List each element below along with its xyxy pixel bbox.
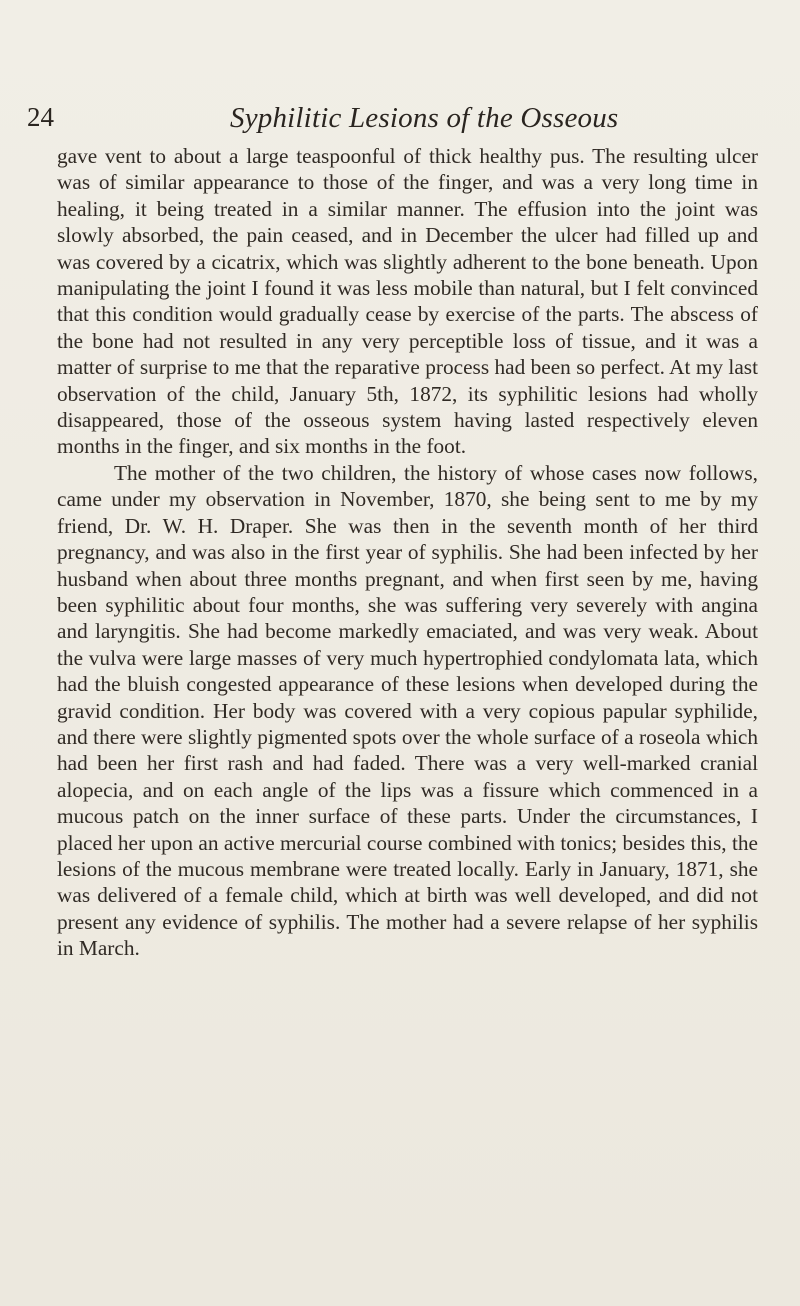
- paragraph-mother-case: The mother of the two children, the history of whose cases now follows, came under my observation in November, 1870, she being sent to me by my friend, Dr. W. H. Draper. She was then in the seventh month of her third pregnancy, and was also in the first year of syphilis. She had been infected by her husband when about three months pregnant, and when first seen by me, having been syphilitic about four months, she was suffering very severely with angina and laryngitis. She had become markedly emaciated, and was very weak. About the vulva were large masses of very much hypertrophied condylomata lata, which had the bluish congested appearance of these lesions when developed during the gravid condition. Her body was covered with a very copious papular syphilide, and there were slightly pigmented spots over the whole surface of a roseola which had been her first rash and had faded. There was a very well-marked cranial alopecia, and on each angle of the lips was a fissure which commenced in a mucous patch on the inner surface of these parts. Under the circumstances, I placed her upon an active mercurial course combined with tonics; besides this, the lesions of the mucous membrane were treated locally. Early in January, 1871, she was delivered of a female child, which at birth was well developed, and did not present any evidence of syphilis. The mother had a severe relapse of her syphilis in March.: [57, 460, 758, 961]
- paragraph-continuation: gave vent to about a large teaspoonful of thick healthy pus. The resulting ulcer was of similar appearance to those of the finger, and was a very long time in healing, it being treated in a similar manner. The effusion into the joint was slowly absorbed, the pain ceased, and in December the ulcer had filled up and was covered by a cicatrix, which was slightly adherent to the bone beneath. Upon manipulating the joint I found it was less mobile than natural, but I felt convinced that this condition would gradually cease by exercise of the parts. The abscess of the bone had not resulted in any very perceptible loss of tissue, and it was a matter of surprise to me that the reparative process had been so perfect. At my last observation of the child, January 5th, 1872, its syphilitic lesions had wholly disappeared, those of the osseous system having lasted respectively eleven months in the finger, and six months in the foot.: [57, 144, 758, 459]
- body-text: [57, 143, 758, 962]
- page-number: 24: [27, 102, 54, 132]
- page-header: [27, 102, 757, 138]
- running-title: Syphilitic Lesions of the Osseous: [230, 102, 619, 134]
